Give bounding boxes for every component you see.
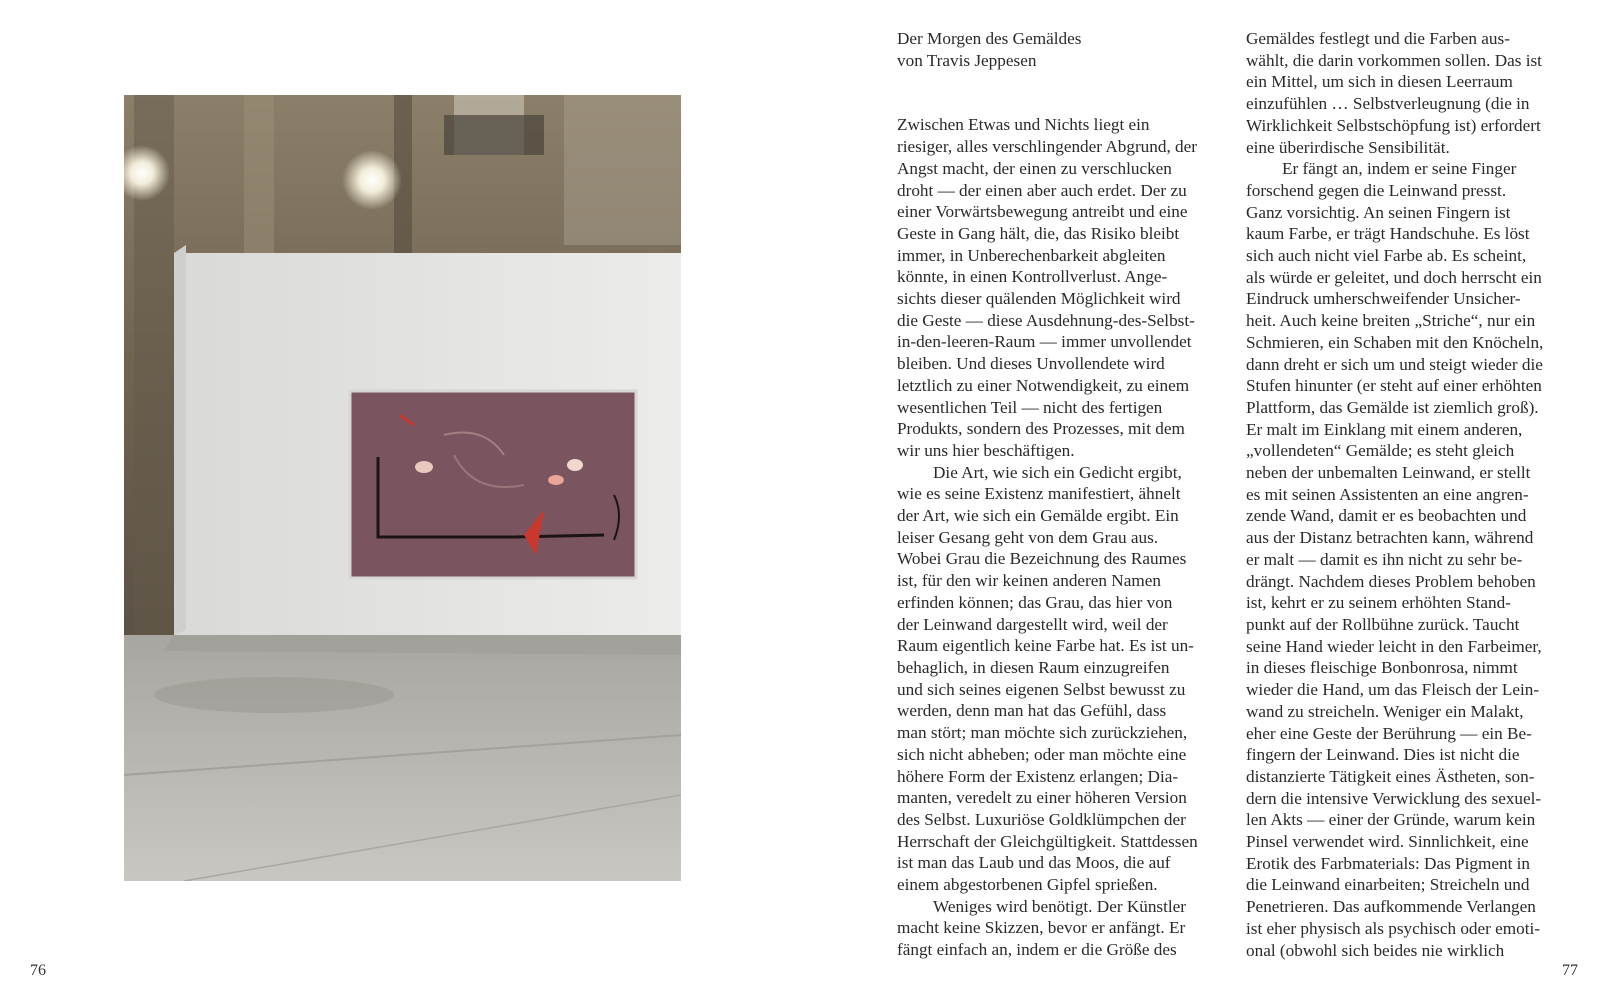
text-line: Geste in Gang hält, die, das Risiko bleibt xyxy=(897,223,1180,243)
text-line: Raum eigentlich keine Farbe hat. Es ist un- xyxy=(897,636,1194,656)
text-line: wesentlichen Teil — nicht des fertigen xyxy=(897,397,1163,417)
text-line: wieder die Hand, um das Fleisch der Lein- xyxy=(1246,680,1540,700)
text-line: ein Mittel, um sich in diesen Leerraum xyxy=(1246,72,1513,92)
text-line: Ganz vorsichtig. An seinen Fingern ist xyxy=(1246,202,1511,222)
text-line: einzufühlen … Selbstverleugnung (die in xyxy=(1246,94,1530,114)
text-line: zende Wand, damit er es beobachten und xyxy=(1246,506,1527,526)
exhibition-photo xyxy=(124,95,681,881)
text-line: wie es seine Existenz manifestiert, ähnelt xyxy=(897,484,1181,504)
page-number-left: 76 xyxy=(30,962,46,979)
text-line: es mit seinen Assistenten an eine angren- xyxy=(1246,484,1529,504)
text-line: distanzierte Tätigkeit eines Ästheten, son- xyxy=(1246,766,1535,786)
text-line: höhere Form der Existenz erlangen; Dia- xyxy=(897,766,1179,786)
text-line: kaum Farbe, er trägt Handschuhe. Es löst xyxy=(1246,224,1530,244)
text-line: in-den-leeren-Raum — immer unvollendet xyxy=(897,332,1192,352)
text-line: Gemäldes festlegt und die Farben aus- xyxy=(1246,29,1510,48)
text-line: des Selbst. Luxuriöse Goldklümpchen der xyxy=(897,809,1186,829)
text-line: Angst macht, der einen zu verschlucken xyxy=(897,158,1172,178)
text-line: erfinden können; das Grau, das hier von xyxy=(897,592,1173,612)
text-line: Erotik des Farbmaterials: Das Pigment in xyxy=(1246,853,1531,873)
text-line: neben der unbemalten Leinwand, er stellt xyxy=(1246,463,1531,483)
text-line: riesiger, alles verschlingender Abgrund, der xyxy=(897,137,1197,157)
text-line: leiser Gesang geht von dem Grau aus. xyxy=(897,527,1159,547)
text-line: len Akts — einer der Gründe, warum kein xyxy=(1246,810,1536,830)
painting xyxy=(350,391,636,578)
text-line: fängt einfach an, indem er die Größe des xyxy=(897,940,1177,960)
text-line: „vollendeten“ Gemälde; es steht gleich xyxy=(1246,441,1515,461)
text-line: Zwischen Etwas und Nichts liegt ein xyxy=(897,115,1150,135)
text-line: Schmieren, ein Schaben mit den Knöcheln, xyxy=(1246,332,1544,352)
text-line: drängt. Nachdem dieses Problem behoben xyxy=(1246,571,1536,591)
text-line: und sich seines eigenen Selbst bewusst zu xyxy=(897,679,1186,699)
text-line: Er fängt an, indem er seine Finger xyxy=(1282,159,1517,179)
text-line: droht — der einen aber auch erdet. Der zu xyxy=(897,180,1187,200)
text-line: eher eine Geste der Berührung — ein Be- xyxy=(1246,723,1532,743)
text-column-2 xyxy=(1246,28,1578,961)
text-line: ist, kehrt er zu seinem erhöhten Stand- xyxy=(1246,593,1511,613)
text-line: letztlich zu einer Notwendigkeit, zu einem xyxy=(897,375,1190,395)
text-line: Pinsel verwendet wird. Sinnlichkeit, eine xyxy=(1246,832,1529,852)
article-author: von Travis Jeppesen xyxy=(897,50,1037,70)
text-line: Produkts, sondern des Prozesses, mit dem xyxy=(897,419,1185,439)
text-line: die Leinwand einarbeiten; Streicheln und xyxy=(1246,875,1530,895)
text-line: als würde er geleitet, und doch herrscht ein xyxy=(1246,267,1542,287)
text-line: Plattform, das Gemälde ist ziemlich groß). xyxy=(1246,397,1539,417)
text-line: ist eher physisch als psychisch oder emoti- xyxy=(1246,918,1541,938)
text-line: fingern der Leinwand. Dies ist nicht die xyxy=(1246,745,1520,765)
text-line: wir uns hier beschäftigen. xyxy=(897,440,1075,460)
text-line: dern die intensive Verwicklung des sexuel- xyxy=(1246,788,1542,808)
text-line: Weniges wird benötigt. Der Künstler xyxy=(933,896,1187,916)
text-line: sich auch nicht viel Farbe ab. Es scheint, xyxy=(1246,246,1527,266)
text-line: seine Hand wieder leicht in den Farbeimer, xyxy=(1246,636,1542,656)
text-line: punkt auf der Rollbühne zurück. Taucht xyxy=(1246,614,1520,634)
text-line: macht keine Skizzen, bevor er anfängt. Er xyxy=(897,918,1186,938)
column-1-body xyxy=(897,114,1229,960)
text-line: bleiben. Und dieses Unvollendete wird xyxy=(897,354,1165,374)
column-2-body xyxy=(1246,28,1578,961)
text-line: Die Art, wie sich ein Gedicht ergibt, xyxy=(933,462,1182,482)
text-line: forschend gegen die Leinwand presst. xyxy=(1246,180,1507,200)
text-line: der Art, wie sich ein Gemälde ergibt. Ein xyxy=(897,506,1179,526)
text-line: immer, in Unberechenbarkeit abgleiten xyxy=(897,245,1166,265)
text-line: Wobei Grau die Bezeichnung des Raumes xyxy=(897,549,1187,569)
text-line: sichts dieser quälenden Möglichkeit wird xyxy=(897,289,1181,309)
text-line: manten, veredelt zu einer höheren Version xyxy=(897,788,1187,808)
text-line: Stufen hinunter (er steht auf einer erhöhten xyxy=(1246,376,1542,396)
text-line: Penetrieren. Das aufkommende Verlangen xyxy=(1246,897,1536,917)
text-line: heit. Auch keine breiten „Striche“, nur ein xyxy=(1246,311,1536,331)
text-line: Er malt im Einklang mit einem anderen, xyxy=(1246,419,1523,439)
text-line: werden, denn man hat das Gefühl, dass xyxy=(897,701,1167,721)
text-column-1 xyxy=(897,28,1229,961)
text-line: onal (obwohl sich beides nie wirklich xyxy=(1246,940,1505,960)
text-line: Wirklichkeit Selbstschöpfung ist) erfordert xyxy=(1246,115,1541,135)
text-line: einem abgestorbenen Gipfel sprießen. xyxy=(897,875,1158,895)
text-line: dann dreht er sich um und steigt wieder die xyxy=(1246,354,1543,374)
text-line: ist man das Laub und das Moos, die auf xyxy=(897,853,1171,873)
text-line: der Leinwand dargestellt wird, weil der xyxy=(897,614,1168,634)
gallery-scene-image xyxy=(124,95,681,881)
text-line: in dieses fleischige Bonbonrosa, nimmt xyxy=(1246,658,1518,678)
text-line: eine überirdische Sensibilität. xyxy=(1246,137,1450,157)
text-line: wählt, die darin vorkommen sollen. Das ist xyxy=(1246,50,1542,70)
text-line: die Geste — diese Ausdehnung-des-Selbst- xyxy=(897,310,1195,330)
text-line: könnte, in einen Kontrollverlust. Ange- xyxy=(897,267,1168,287)
text-line: behaglich, in diesen Raum einzugreifen xyxy=(897,657,1170,677)
text-line: einer Vorwärtsbewegung antreibt und eine xyxy=(897,202,1188,222)
article-title: Der Morgen des Gemäldes xyxy=(897,29,1082,48)
text-line: sich nicht abheben; oder man möchte eine xyxy=(897,744,1187,764)
page-number-right: 77 xyxy=(1562,962,1578,979)
text-line: er malt — damit es ihn nicht zu sehr be- xyxy=(1246,549,1523,569)
text-line: ist, für den wir keinen anderen Namen xyxy=(897,571,1161,591)
text-line: Herrschaft der Gleichgültigkeit. Stattdessen xyxy=(897,831,1198,851)
text-line: man stört; man möchte sich zurückziehen, xyxy=(897,723,1188,743)
text-line: Eindruck umherschweifender Unsicher- xyxy=(1246,289,1521,309)
text-line: wand zu streicheln. Weniger ein Malakt, xyxy=(1246,701,1524,721)
text-line: aus der Distanz betrachten kann, während xyxy=(1246,528,1534,548)
